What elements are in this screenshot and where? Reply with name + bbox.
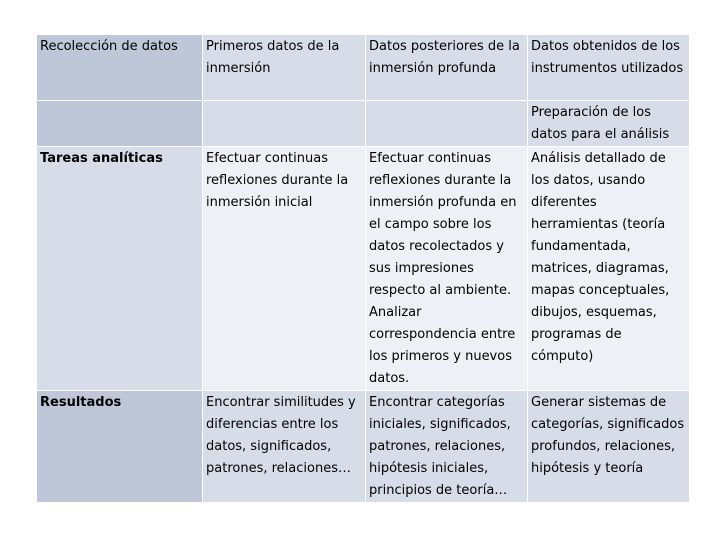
tasks-label-text: Tareas analíticas	[40, 151, 163, 166]
prep-cell-label	[37, 101, 203, 147]
results-cell-instrument	[528, 391, 690, 503]
results-cell-label	[37, 391, 203, 503]
table-row-prep	[37, 101, 690, 147]
header-cell-later-data	[366, 35, 528, 101]
results-cell-first	[203, 391, 366, 503]
header-label-text: Recolección de datos	[40, 39, 178, 54]
tasks-cell-instrument	[528, 147, 690, 391]
analysis-phases-table	[36, 34, 690, 503]
prep-cell-later	[366, 101, 528, 147]
prep-instrument-text: Preparación de los datos para el análisis	[531, 105, 670, 142]
results-later-text: Encontrar categorías iniciales, significados, patrones, relaciones, hipótesis iniciales, principios de teoría…	[369, 395, 511, 498]
prep-cell-first	[203, 101, 366, 147]
tasks-cell-later	[366, 147, 528, 391]
tasks-cell-first	[203, 147, 366, 391]
header-cell-first-data	[203, 35, 366, 101]
tasks-instrument-text: Análisis detallado de los datos, usando diferentes herramientas (teoría fundamentada, matrices, diagramas, mapas conceptuales, dibujos, esquemas, programas de cómputo)	[531, 151, 670, 364]
results-first-text: Encontrar similitudes y diferencias entre los datos, significados, patrones, relaciones…	[206, 395, 356, 476]
table-row-results	[37, 391, 690, 503]
header-cell-label	[37, 35, 203, 101]
header-instrument-data-text: Datos obtenidos de los instrumentos utilizados	[531, 39, 684, 76]
table-row-tasks	[37, 147, 690, 391]
table-header-row	[37, 35, 690, 101]
header-first-data-text: Primeros datos de la inmersión	[206, 39, 340, 76]
header-cell-instrument-data	[528, 35, 690, 101]
prep-cell-instrument	[528, 101, 690, 147]
results-label-text: Resultados	[40, 395, 122, 410]
tasks-later-text: Efectuar continuas reflexiones durante la inmersión profunda en el campo sobre los datos recolectados y sus impresiones respecto al ambiente. Analizar correspondencia entre los primeros y nuevos datos.	[369, 151, 517, 386]
header-later-data-text: Datos posteriores de la inmersión profunda	[369, 39, 520, 76]
results-cell-later	[366, 391, 528, 503]
tasks-first-text: Efectuar continuas reflexiones durante la inmersión inicial	[206, 151, 349, 210]
results-instrument-text: Generar sistemas de categorías, significados profundos, relaciones, hipótesis y teoría	[531, 395, 685, 476]
tasks-cell-label	[37, 147, 203, 391]
